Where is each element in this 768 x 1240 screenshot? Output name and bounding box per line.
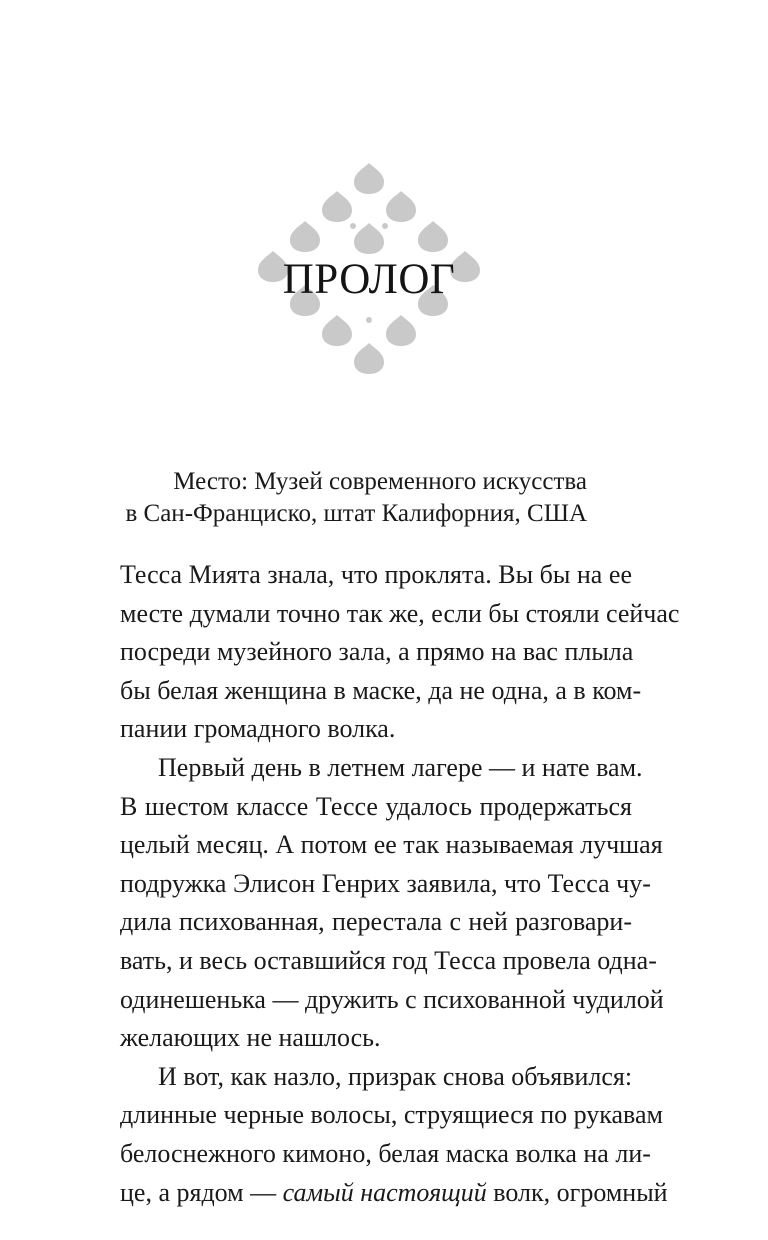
text-line: И вот, как назло, призрак снова объявился:: [158, 1061, 633, 1091]
text-line: длинные черные волосы, струящиеся по рукавам: [120, 1100, 663, 1130]
text-line: дила психованная, перестала с ней разговари-: [120, 907, 632, 937]
location-caption: [125, 466, 587, 530]
text-line: подружка Элисон Генрих заявила, что Тесса чу-: [120, 868, 651, 898]
location-line: в Сан-Франциско, штат Калифорния, США: [125, 500, 587, 527]
text-line: пании громадного волка.: [120, 714, 396, 744]
text-segment: волк, огромный: [486, 1177, 668, 1207]
text-line: бы белая женщина в маске, да не одна, а в ком-: [120, 675, 642, 705]
text-line: вать, и весь оставшийся год Тесса провела одна-: [120, 945, 657, 975]
text-line: [120, 1174, 668, 1213]
text-segment: це, а рядом —: [120, 1177, 283, 1207]
text-line: желающих не нашлось.: [120, 1023, 381, 1053]
text-line: Первый день в летнем лагере — и нате вам.: [158, 752, 643, 782]
text-line: месте думали точно так же, если бы стояли сейчас: [120, 598, 680, 628]
text-line: посреди музейного зала, а прямо на вас плыла: [120, 637, 634, 667]
italic-emphasis: самый настоящий: [282, 1177, 487, 1207]
text-line: одинешенька — дружить с психованной чудилой: [120, 984, 664, 1014]
prologue-body: [120, 556, 680, 1212]
location-line: Место: Музей современного искусства: [173, 468, 587, 495]
chapter-title: ПРОЛОГ: [282, 256, 456, 303]
text-line: целый месяц. А потом ее так называемая лучшая: [120, 830, 663, 860]
text-line: Тесса Мията знала, что проклята. Вы бы на ее: [120, 560, 632, 589]
text-line: В шестом классе Тессе удалось продержаться: [120, 791, 632, 821]
text-line: белоснежного кимоно, белая маска волка на ли-: [120, 1138, 651, 1168]
